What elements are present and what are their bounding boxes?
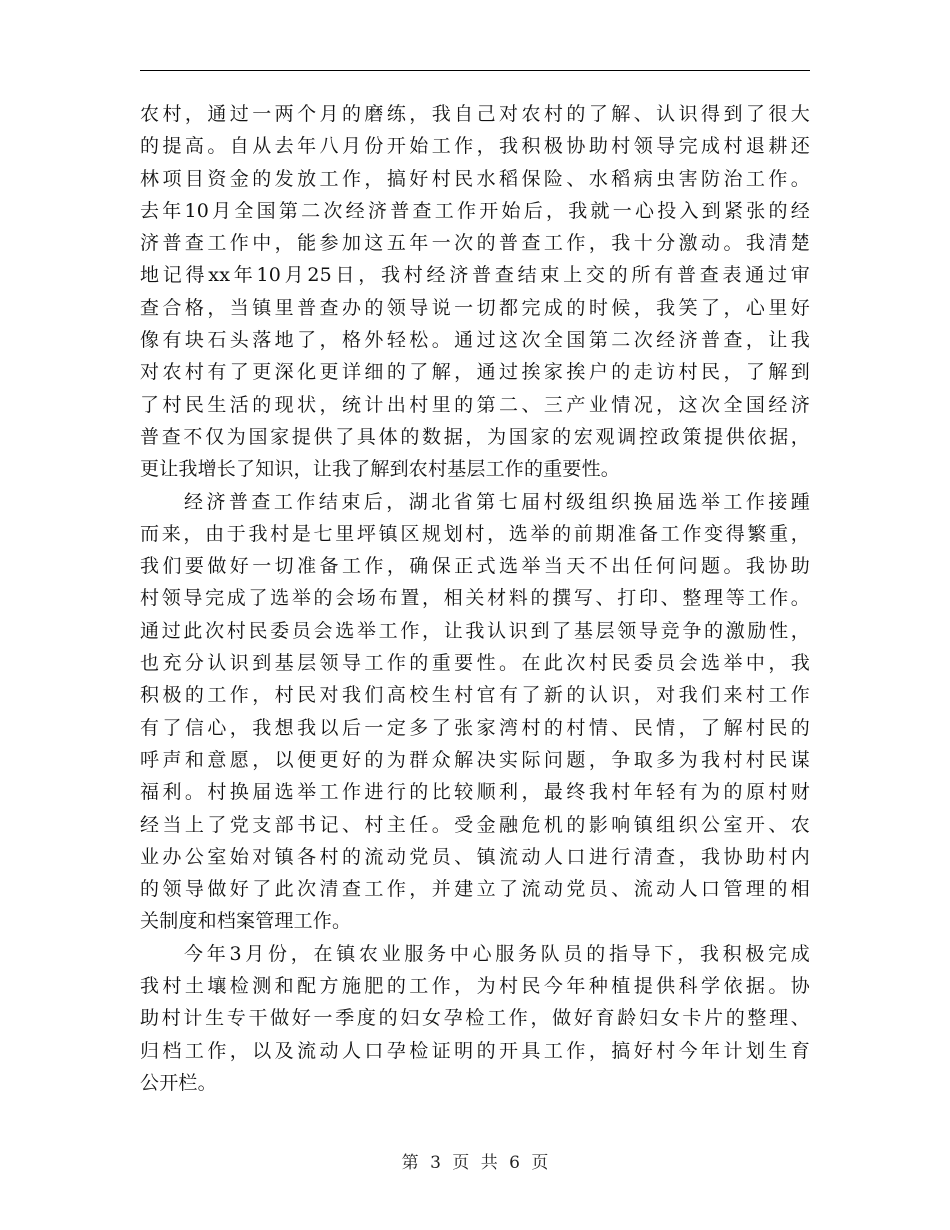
text-line: 农村，通过一两个月的磨练，我自己对农村的了解、认识得到了很大 (140, 103, 810, 125)
text-line: 的提高。自从去年八月份开始工作，我积极协助村领导完成村退耕还 (140, 135, 810, 158)
paragraph-2 (140, 486, 810, 938)
text-line: 的领导做好了此次清查工作，并建立了流动党员、流动人口管理的相 (140, 878, 810, 901)
text-line: 福利。村换届选举工作进行的比较顺利，最终我村年轻有为的原村财 (140, 781, 810, 804)
page-number-label: 第 3 页 共 6 页 (401, 1153, 549, 1173)
page-footer (0, 1148, 950, 1173)
text-line: 经当上了党支部书记、村主任。受金融危机的影响镇组织公室开、农 (140, 813, 810, 836)
text-line: 业办公室始对镇各村的流动党员、镇流动人口进行清查，我协助村内 (140, 845, 810, 868)
text-line: 了村民生活的现状，统计出村里的第二、三产业情况，这次全国经济 (140, 393, 810, 416)
text-line: 今年3月份，在镇农业服务中心服务队员的指导下，我积极完成 (184, 942, 810, 965)
text-line: 我村土壤检测和配方施肥的工作，为村民今年种植提供科学依据。协 (140, 975, 810, 998)
text-line: 村领导完成了选举的会场布置，相关材料的撰写、打印、整理等工作。 (140, 587, 810, 610)
text-line: 我们要做好一切准备工作，确保正式选举当天不出任何问题。我协助 (140, 555, 810, 578)
header-rule (140, 70, 810, 71)
paragraph-1 (140, 98, 810, 486)
text-line: 积极的工作，村民对我们高校生村官有了新的认识，对我们来村工作 (140, 684, 810, 707)
text-line: 林项目资金的发放工作，搞好村民水稻保险、水稻病虫害防治工作。 (140, 167, 810, 190)
text-line: 更让我增长了知识，让我了解到农村基层工作的重要性。 (140, 458, 621, 481)
text-line: 经济普查工作结束后，湖北省第七届村级组织换届选举工作接踵 (184, 490, 810, 513)
document-body (140, 98, 810, 1099)
paragraph-3 (140, 938, 810, 1099)
text-line: 公开栏。 (140, 1071, 217, 1094)
text-line: 有了信心，我想我以后一定多了张家湾村的村情、民情，了解村民的 (140, 716, 810, 739)
text-line: 去年10月全国第二次经济普查工作开始后，我就一心投入到紧张的经 (140, 199, 810, 222)
text-line: 也充分认识到基层领导工作的重要性。在此次村民委员会选举中，我 (140, 652, 810, 675)
text-line: 对农村有了更深化更详细的了解，通过挨家挨户的走访村民，了解到 (140, 361, 810, 384)
text-line: 关制度和档案管理工作。 (140, 910, 352, 933)
text-line: 普查不仅为国家提供了具体的数据，为国家的宏观调控政策提供依据， (140, 425, 810, 448)
text-line: 地记得xx年10月25日，我村经济普查结束上交的所有普查表通过审 (140, 264, 810, 287)
text-line: 像有块石头落地了，格外轻松。通过这次全国第二次经济普查，让我 (140, 329, 810, 352)
text-line: 济普查工作中，能参加这五年一次的普查工作，我十分激动。我清楚 (140, 232, 810, 255)
text-line: 查合格，当镇里普查办的领导说一切都完成的时候，我笑了，心里好 (140, 296, 810, 319)
text-line: 呼声和意愿，以便更好的为群众解决实际问题，争取多为我村村民谋 (140, 748, 810, 771)
text-line: 而来，由于我村是七里坪镇区规划村，选举的前期准备工作变得繁重， (140, 522, 810, 545)
text-line: 通过此次村民委员会选举工作，让我认识到了基层领导竞争的激励性， (140, 619, 810, 642)
text-line: 归档工作，以及流动人口孕检证明的开具工作，搞好村今年计划生育 (140, 1039, 810, 1062)
text-line: 助村计生专干做好一季度的妇女孕检工作，做好育龄妇女卡片的整理、 (140, 1007, 810, 1030)
